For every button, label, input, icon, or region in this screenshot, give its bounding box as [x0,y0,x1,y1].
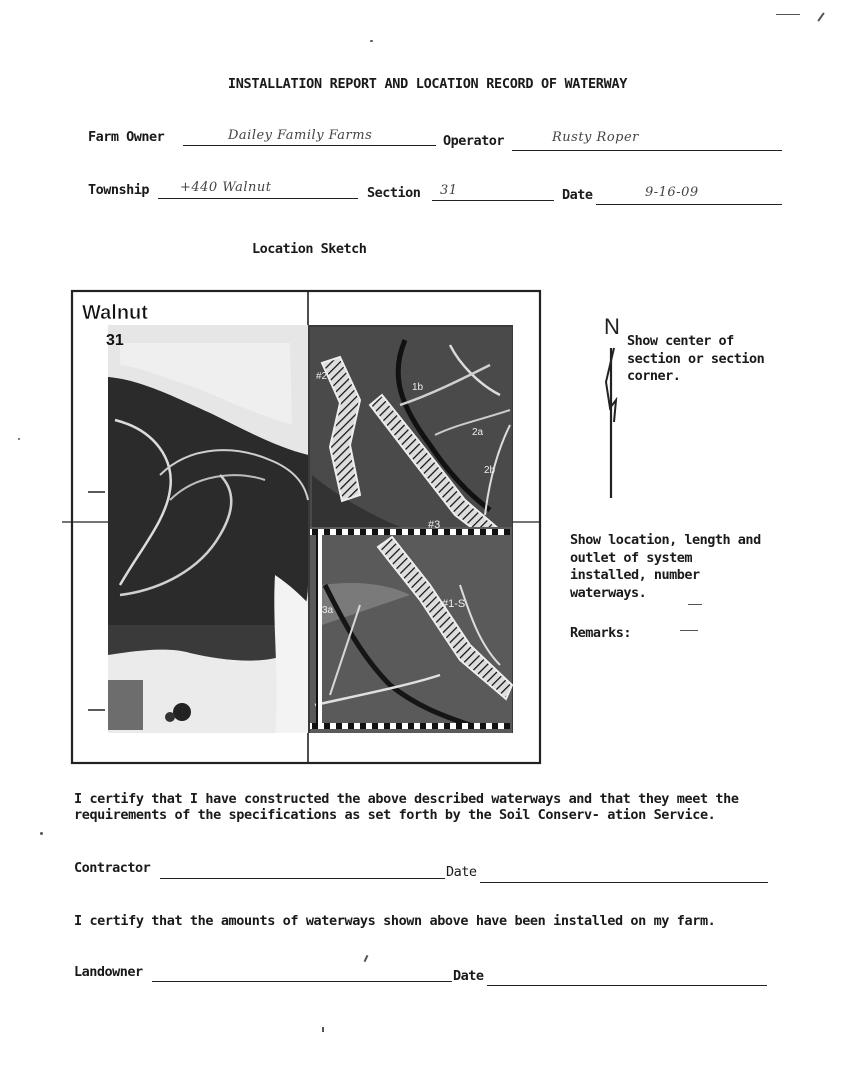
contractor-label: Contractor [74,860,151,876]
landowner-signature-line[interactable] [152,981,452,982]
farm-owner-label: Farm Owner [88,129,165,145]
landowner-date-label: Date [453,968,484,984]
north-arrow-icon [596,312,628,502]
section-label: Section [367,185,421,201]
township-value[interactable]: +440 Walnut [180,180,272,195]
date-label: Date [562,187,593,203]
location-sketch-label: Location Sketch [252,241,367,257]
contractor-date-label: Date [446,864,477,880]
map-township-name: Walnut [82,302,148,324]
operator-label: Operator [443,133,505,149]
landowner-statement: I certify that the amounts of waterways shown above have been installed on my farm. [74,913,716,929]
contractor-date-line[interactable] [480,882,768,883]
scan-speck [688,604,702,605]
scan-speck [776,14,800,15]
map-label-3a: 3a [322,605,334,616]
scan-speck [322,1027,324,1032]
scan-speck [364,955,369,962]
location-note: Show location, length and outlet of system installed, number waterways. [570,532,761,601]
scan-speck [40,832,43,835]
map-label-waterway-1s: #1-S [442,598,466,610]
scan-speck [370,40,373,42]
operator-value[interactable]: Rusty Roper [552,130,639,145]
contractor-statement: I certify that I have constructed the above described waterways and that they meet the requirements of the specifications as set forth by the Soil Conserv- ation Service. [74,791,739,823]
map-label-1b: 1b [412,382,424,393]
remarks-label: Remarks: [570,625,632,641]
farm-owner-value[interactable]: Dailey Family Farms [228,128,373,143]
township-line [158,198,358,199]
map-label-2b: 2b [484,465,496,476]
operator-line [512,150,782,151]
township-label: Township [88,182,150,198]
map-section-number: 31 [106,332,124,349]
map-label-2a: 2a [472,427,484,438]
north-letter: N [604,314,620,339]
location-sketch-map [60,285,545,765]
north-note: Show center of section or section corner. [627,333,765,384]
section-value[interactable]: 31 [440,183,458,198]
date-value[interactable]: 9-16-09 [645,185,699,200]
contractor-signature-line[interactable] [160,878,445,879]
form-title: INSTALLATION REPORT AND LOCATION RECORD OF WATERWAY [227,76,628,92]
map-label-waterway-3: #3 [428,519,441,531]
scan-speck [18,438,20,440]
landowner-label: Landowner [74,964,143,980]
section-line [432,200,554,201]
map-label-waterway-2: #2 [316,371,328,382]
landowner-date-line[interactable] [487,985,767,986]
scan-speck [680,630,698,631]
date-line [596,204,782,205]
farm-owner-line [183,145,436,146]
scan-speck [817,12,824,21]
